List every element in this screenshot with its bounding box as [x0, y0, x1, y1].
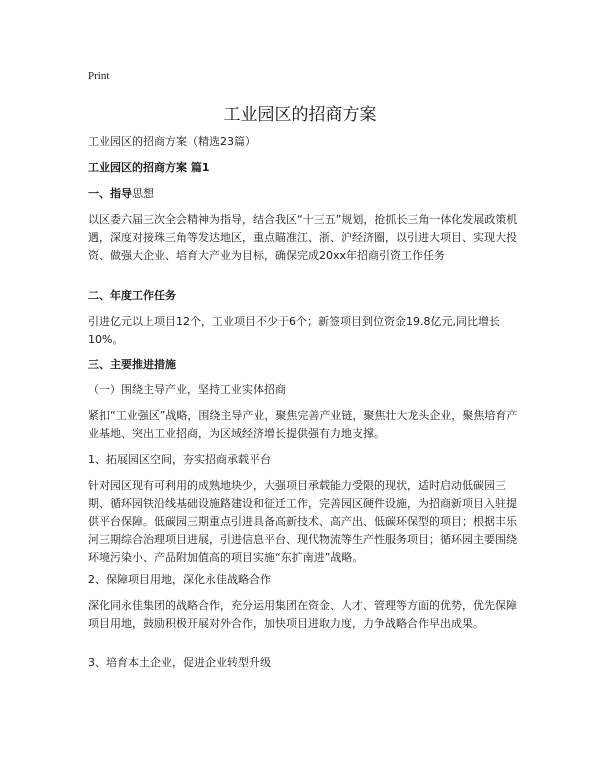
- s3-sub1: （一）围绕主导产业，坚持工业实体招商: [88, 383, 286, 396]
- doc-subtitle: 工业园区的招商方案（精选23篇）: [88, 135, 256, 148]
- s1-heading-bold: 一、指导: [88, 187, 132, 200]
- s3-sub1-body: 紧扣“工业强区”战略，围绕主导产业，聚焦完善产业链，聚焦壮大龙头企业，聚焦培育产业基地、突出工业招商，为区域经济增长提供强有力地支撑。: [88, 409, 518, 440]
- s2-body: 引进亿元以上项目12个，工业项目不少于6个；新签项目到位资金19.8亿元,同比增长10%。: [88, 315, 500, 346]
- s1-body: 以区委六届三次全会精神为指导，结合我区“十三五”规划，抢抓长三角一体化发展政策机遇，深度对接珠三角等发达地区，重点瞄准江、浙、沪经济圈，以引进大项目、实现大投资、做强大企业、培育大产业为目标，确保完成20xx年招商引资工作任务: [88, 213, 518, 262]
- print-label: Print: [88, 70, 110, 82]
- s3-item2-body: 深化同永佳集团的战略合作，充分运用集团在资金、人才、管理等方面的优势，优先保障项目用地，鼓励积极开展对外合作，加快项目进取力度，力争战略合作早出成果。: [88, 599, 517, 630]
- s3-heading: 三、主要推进措施: [88, 358, 176, 371]
- s3-item3: 3、培育本土企业，促进企业转型升级: [88, 656, 271, 669]
- s1-heading-rest: 思想: [132, 187, 154, 200]
- s2-heading: 二、年度工作任务: [88, 289, 176, 302]
- s3-item1: 1、拓展园区空间，夯实招商承载平台: [88, 453, 271, 466]
- section-title: 工业园区的招商方案 篇1: [88, 161, 210, 174]
- s3-item1-body: 针对园区现有可利用的成熟地块少，大强项目承载能力受限的现状，适时启动低碳园三期、循环园铁沿线基础设施路建设和征迁工作，完善园区硬件设施，为招商新项目入驻提供平台保障。低碳园三期重点引进具备高新技术、高产出、低碳环保型的项目；根据丰乐河三期综合治理项目进展，引进信息平台、现代物流等生产性服务项目；循环园主要围绕环境污染小、产品附加值高的项目实施“东扩南进”战略。: [88, 479, 517, 564]
- s3-item2: 2、保障项目用地，深化永佳战略合作: [88, 573, 271, 586]
- page-title: 工业园区的招商方案: [223, 105, 377, 125]
- s1-heading: [88, 185, 520, 203]
